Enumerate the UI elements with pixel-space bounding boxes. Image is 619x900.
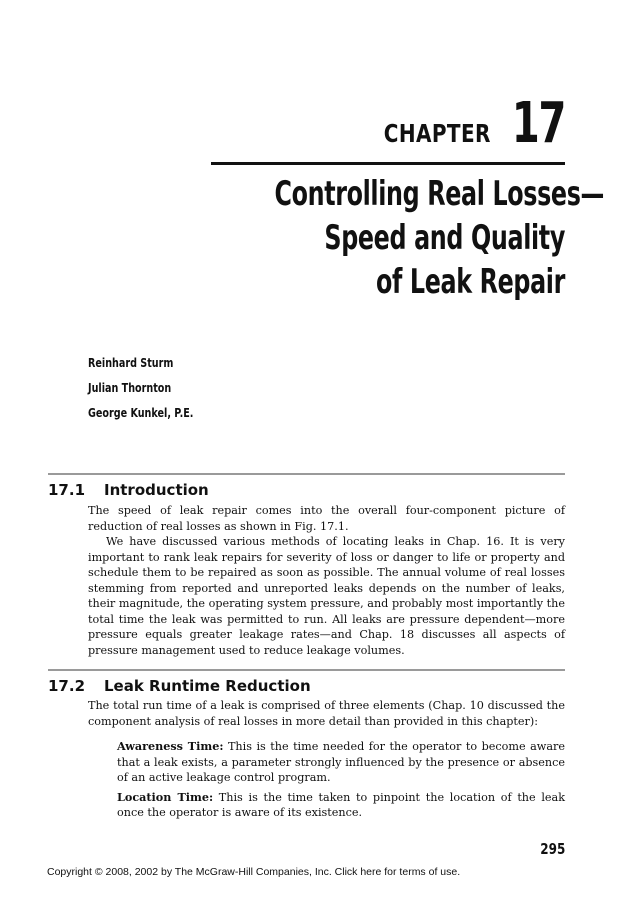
section-rule	[48, 669, 565, 671]
chapter-title-line: of Leak Repair	[375, 262, 565, 302]
chapter-title	[150, 172, 605, 304]
section-title: Leak Runtime Reduction	[104, 677, 311, 695]
section-rule	[48, 473, 565, 475]
section-number: 17.1	[48, 481, 86, 499]
page-number: 295	[539, 840, 565, 858]
definition-term: Location Time:	[117, 789, 214, 804]
author-list	[88, 351, 220, 426]
paragraph: We have discussed various methods of locating leaks in Chap. 16. It is very important to rank leak repairs for severity of loss or danger to life or property and schedule them to be repaired as soon as possible. The annual volume of real losses stemming from reported and unreported leaks depends on the number of leaks, their magnitude, the operating system pressure, and probably most importantly the total time the leak was permitted to run. All leaks are pressure dependent—more pressure equals greater leakage rates—and Chap. 18 discusses all aspects of pressure management used to reduce leakage volumes.	[88, 535, 565, 657]
definition-text: This is the time needed for the operator to become aware that a leak exists, a parameter strongly influenced by the presence or absence of an active leakage control program.	[117, 740, 565, 784]
author-name: Julian Thornton	[88, 381, 172, 395]
chapter-label: CHAPTER	[384, 119, 492, 148]
chapter-title-line: Speed and Quality	[324, 218, 565, 258]
definition-text: This is the time taken to pinpoint the location of the leak once the operator is aware of its existence.	[117, 790, 565, 819]
author-name: Reinhard Sturm	[88, 356, 174, 370]
definition-term: Awareness Time:	[117, 739, 224, 753]
definition-item	[117, 739, 565, 786]
definition-item	[117, 790, 565, 821]
paragraph: The total run time of a leak is comprised of three elements (Chap. 10 discussed the component analysis of real losses in more detail than provided in this chapter):	[88, 699, 565, 728]
section-heading	[48, 481, 209, 499]
chapter-number: 17	[511, 91, 565, 156]
section-number: 17.2	[48, 677, 86, 695]
author-name: George Kunkel, P.E.	[88, 406, 194, 420]
section-title: Introduction	[104, 481, 209, 499]
chapter-rule	[211, 162, 565, 165]
chapter-heading	[215, 91, 565, 156]
section-body	[88, 503, 565, 658]
section-heading	[48, 677, 311, 695]
definition-list	[117, 739, 565, 825]
copyright-link[interactable]: Copyright © 2008, 2002 by The McGraw-Hill Companies, Inc. Click here for terms of use.	[47, 866, 461, 878]
section-body	[88, 698, 565, 729]
chapter-title-line: Controlling Real Losses—	[274, 174, 605, 214]
paragraph: The speed of leak repair comes into the overall four-component picture of reduction of real losses as shown in Fig. 17.1.	[88, 504, 565, 533]
